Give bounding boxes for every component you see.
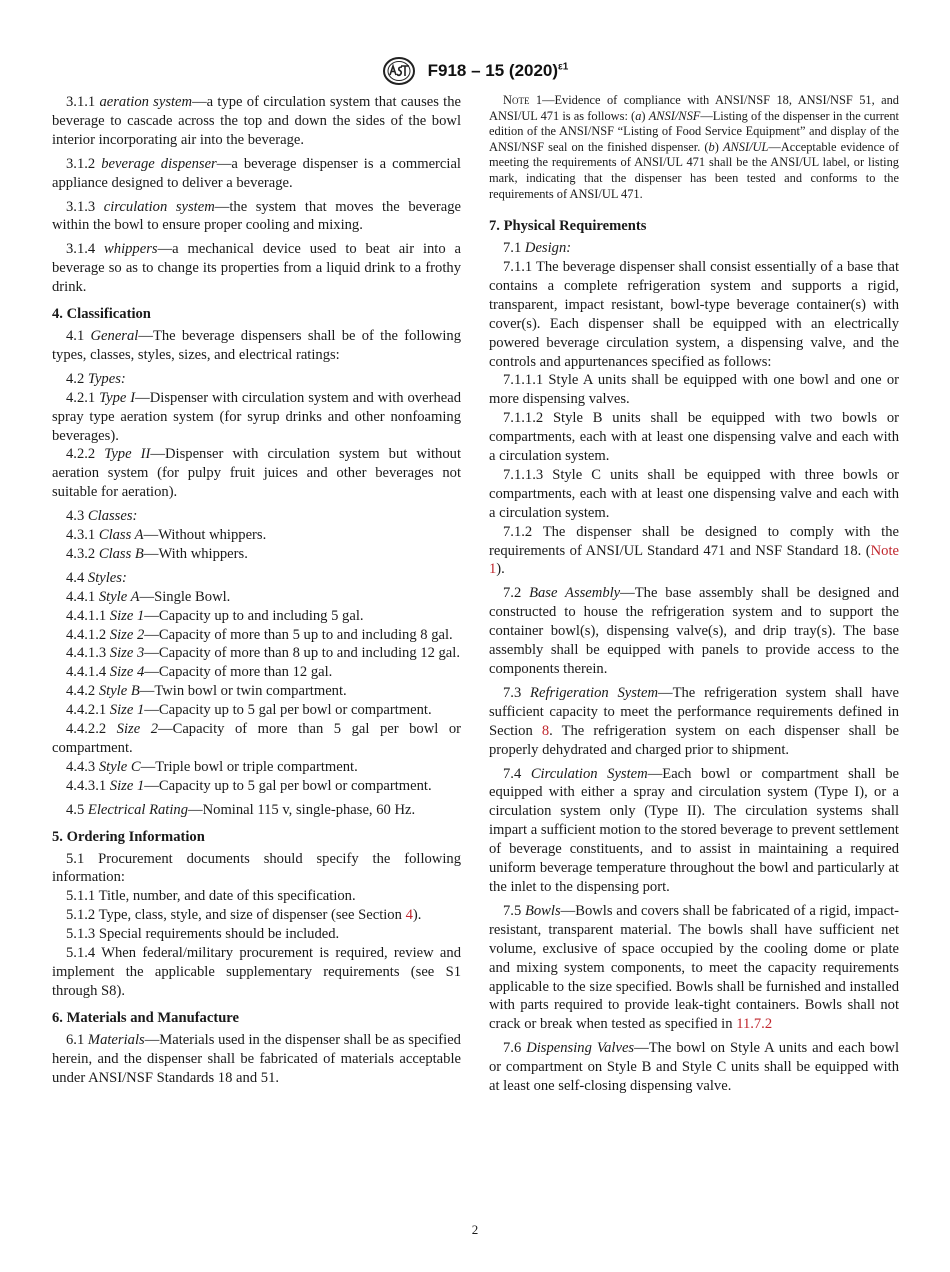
right-column [489,93,899,1096]
section-5-1-3: 5.1.3 Special requirements should be included. [66,926,340,943]
section-7-1: 7.1 Design: [503,240,572,257]
section-4-4-2: 4.4.2 Style B—Twin bowl or twin compartment. [66,683,347,700]
section-8-link[interactable]: 8 [541,722,550,739]
section-3-1-2: 3.1.2 beverage dispenser—a beverage dispenser is a commercial appliance designed to deliver a beverage. [52,155,461,191]
left-column [52,93,461,1087]
section-7-1-1-2: 7.1.1.2 Style B units shall be equipped with two bowls or compartments, each with at least one dispensing valve and each with a circulation system. [489,410,899,465]
section-7-2: 7.2 Base Assembly—The base assembly shall be designed and constructed to house the refrigeration system and to support the container bowl(s), dispensing valve(s), and drip tray(s). The base assembly shall be equipped with panels to provide access to the components therein. [489,585,899,677]
section-7-3: 7.3 Refrigeration System—The refrigeration system shall have sufficient capacity to meet the performance requirements defined in Section 8. The refrigeration system on each dispenser shall be properly dehydrated and charged prior to shipment. [489,684,900,758]
section-5-1-2: 5.1.2 Type, class, style, and size of dispenser (see Section 4). [66,907,422,924]
section-4-4-1-1: 4.4.1.1 Size 1—Capacity up to and including 5 gal. [66,607,364,624]
section-4-4-3: 4.4.3 Style C—Triple bowl or triple compartment. [66,758,358,775]
section-7-5: 7.5 Bowls—Bowls and covers shall be fabricated of a rigid, impact-resistant, transparent material. The bowls shall have sufficient net volume, exclusive of space occupied by the cooling dome or plate and mixing system components, to meet the capacity requirements applicable to the size specified. Bowls shall be furnished and installed with parts required to provide leak-tight containers. Bowls shall not crack or break when tested as specified in 11.7.2 [489,902,899,1033]
section-4-2-2: 4.2.2 Type II—Dispenser with circulation system but without aeration system (for pulpy fruit juices and other beverages not suitable for aeration). [52,446,461,501]
section-4-5: 4.5 Electrical Rating—Nominal 115 v, single-phase, 60 Hz. [66,801,416,818]
section-4-4-1-4: 4.4.1.4 Size 4—Capacity of more than 12 gal. [66,664,333,681]
section-4-2-1: 4.2.1 Type I—Dispenser with circulation system and with overhead spray type aeration system (for syrup drinks and other nonfoaming beverages). [52,389,461,444]
section-5-1: 5.1 Procurement documents should specify the following information: [52,850,461,886]
section-4-3: 4.3 Classes: [66,508,138,525]
heading-materials-and-manufacture: 6. Materials and Manufacture [52,1009,239,1026]
page-header [0,56,950,86]
note-1-link[interactable]: Note 1 [489,542,899,578]
section-4-4-1: 4.4.1 Style A—Single Bowl. [66,588,231,605]
section-6-1: 6.1 Materials—Materials used in the dispenser shall be as specified herein, and the dispenser shall be fabricated of materials acceptable under ANSI/NSF Standards 18 and 51. [52,1031,461,1086]
section-5-1-1: 5.1.1 Title, number, and date of this specification. [66,888,356,905]
section-3-1-3: 3.1.3 circulation system—the system that moves the beverage within the bowl to ensure proper cooling and mixing. [52,198,462,234]
section-11-7-2-link[interactable]: 11.7.2 [736,1016,773,1033]
section-4-2: 4.2 Types: [66,370,126,387]
section-7-4: 7.4 Circulation System—Each bowl or compartment shall be equipped with either a spray and circulation system (Type I), or a circulation system only (Type II). The circulation systems shall impart a sufficient motion to the stored beverage to prevent settlement of beverage constituents, and to assist in maintaining a required uniform beverage temperature throughout the bowl and particularly at the inlet to the dispensing port. [489,765,899,895]
section-4-3-1: 4.3.1 Class A—Without whippers. [66,527,267,544]
section-7-1-1-1: 7.1.1.1 Style A units shall be equipped with one bowl and one or more dispensing valves. [489,372,899,408]
note-label: Note 1 [503,93,543,107]
page-number: 2 [471,1222,479,1237]
section-4-4: 4.4 Styles: [66,569,127,586]
section-4-4-2-2: 4.4.2.2 Size 2—Capacity of more than 5 gal per bowl or compartment. [52,721,461,756]
section-4-link[interactable]: 4 [405,907,413,924]
section-4-4-2-1: 4.4.2.1 Size 1—Capacity up to 5 gal per bowl or compartment. [66,702,432,719]
heading-classification: 4. Classification [52,306,151,323]
section-3-1-4: 3.1.4 whippers—a mechanical device used to beat air into a beverage so as to change its properties from a liquid drink to a frothy drink. [52,241,461,296]
section-7-6: 7.6 Dispensing Valves—The bowl on Style A units and each bowl or compartment on Style B and Style C units shall be equipped with at least one self-closing dispensing valve. [489,1040,899,1095]
section-5-1-4: 5.1.4 When federal/military procurement is required, review and implement the applicable supplementary requirements (see S1 through S8). [52,945,461,999]
section-4-1: 4.1 General—The beverage dispensers shall be of the following types, classes, styles, sizes, and electrical ratings: [52,327,461,363]
astm-logo-icon [382,56,416,86]
epsilon-superscript: ε1 [558,61,569,73]
section-4-4-1-2: 4.4.1.2 Size 2—Capacity of more than 5 up to and including 8 gal. [66,626,453,643]
section-4-4-1-3: 4.4.1.3 Size 3—Capacity of more than 8 up to and including 12 gal. [66,645,460,662]
section-4-4-3-1: 4.4.3.1 Size 1—Capacity up to 5 gal per bowl or compartment. [66,777,432,794]
section-4-3-2: 4.3.2 Class B—With whippers. [66,545,248,562]
note-1: Note 1—Evidence of compliance with ANSI/NSF 18, ANSI/NSF 51, and ANSI/UL 471 is as follows: (a) ANSI/NSF—Listing of the dispenser in the current edition of the ANSI/NSF “Listing of Food Service Equipment” and display of the ANSI/NSF seal on the finished dispenser. (b) ANSI/UL—Acceptable evidence of meeting the requirements of ANSI/UL 471 shall be the ANSI/UL label, or listing mark, indicating that the dispenser has been tested and conforms to the requirements of ANSI/UL 471. [489,93,899,201]
section-7-1-2: 7.1.2 The dispenser shall be designed to comply with the requirements of ANSI/UL Standard 471 and NSF Standard 18. (Note 1). [489,523,899,578]
section-7-1-1: 7.1.1 The beverage dispenser shall consist essentially of a base that contains a complete refrigeration system and supports a rigid, transparent, impact resistant, bowl-type beverage container(s) with cover(s). Each dispenser shall be equipped with an electrically powered beverage circulation system, a dispensing valve, and the controls and appurtenances specified as follows: [489,258,899,370]
section-3-1-1: 3.1.1 aeration system—a type of circulation system that causes the beverage to cascade across the top and down the sides of the bowl interior incorporating air into the beverage. [52,94,461,148]
document-designation: F918 – 15 $(2020)^{\varepsilon 1}$ [427,61,569,80]
heading-ordering-information: 5. Ordering Information [52,828,205,845]
heading-physical-requirements: 7. Physical Requirements [489,218,647,235]
section-7-1-1-3: 7.1.1.3 Style C units shall be equipped with three bowls or compartments, each with at least one dispensing valve and each with a circulation system. [489,466,899,521]
